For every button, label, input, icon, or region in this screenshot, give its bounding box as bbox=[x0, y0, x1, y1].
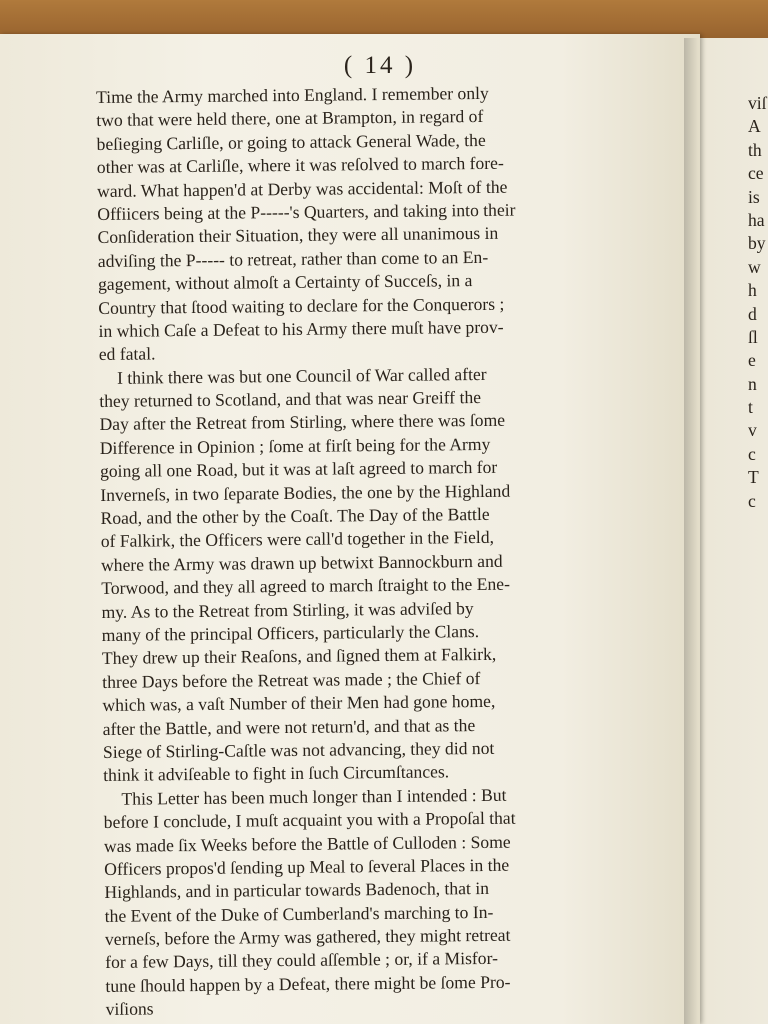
facing-page-fragment: c bbox=[748, 490, 756, 511]
text-line: Siege of Stirling-Caſtle was not advancing, they did not bbox=[102, 737, 495, 762]
text-line: Highlands, and in particular towards Badenoch, that in bbox=[104, 878, 490, 903]
text-line: think it adviſeable to fight in ſuch Circumſtances. bbox=[103, 761, 450, 786]
facing-page-fragment: T bbox=[748, 467, 759, 488]
text-line: Road, and the other by the Coaſt. The Day of the Battle bbox=[100, 503, 490, 529]
text-line: Time the Army marched into England. I remember only bbox=[96, 82, 489, 107]
text-line: Difference in Opinion ; ſome at firſt being for the Army bbox=[99, 433, 491, 458]
facing-page-fragment: viſ bbox=[748, 93, 767, 113]
text-line: Officers propos'd ſending up Meal to ſeveral Places in the bbox=[104, 854, 510, 879]
facing-page-fragment: ſl bbox=[748, 326, 758, 347]
facing-page-fragment: by bbox=[748, 233, 766, 254]
facing-page-fragment: e bbox=[748, 350, 756, 371]
facing-page-fragment: ha bbox=[748, 209, 765, 230]
text-line: was made ſix Weeks before the Battle of Culloden : Some bbox=[103, 831, 511, 856]
text-line: Country that ſtood waiting to declare for the Conquerors ; bbox=[98, 293, 505, 318]
facing-page-fragment: is bbox=[748, 186, 760, 207]
text-line: Day after the Retreat from Stirling, where there was ſome bbox=[99, 410, 506, 435]
text-line: ward. What happen'd at Derby was accidental: Moſt of the bbox=[96, 176, 508, 201]
text-line: beſieging Carliſle, or going to attack General Wade, the bbox=[96, 129, 486, 154]
text-line: after the Battle, and were not return'd, and that as the bbox=[102, 714, 476, 739]
facing-page-fragment: c bbox=[748, 443, 756, 464]
text-line: Inverneſs, in two ſeparate Bodies, the one by the Highland bbox=[100, 480, 511, 505]
text-line: which was, a vaſt Number of their Men had gone home, bbox=[102, 691, 496, 716]
facing-page-text-fragments bbox=[748, 92, 768, 513]
text-line: they returned to Scotland, and that was near Greiff the bbox=[99, 387, 482, 412]
text-line: I think there was but one Council of War called after bbox=[116, 363, 487, 388]
facing-page-fragment: v bbox=[748, 420, 757, 441]
facing-page-fragment: h bbox=[748, 280, 757, 301]
facing-page-fragment: n bbox=[748, 373, 757, 394]
text-line: of Falkirk, the Officers were call'd together in the Field, bbox=[100, 527, 495, 552]
facing-page-fragment: d bbox=[748, 303, 757, 324]
text-line: They drew up their Reaſons, and ſigned them at Falkirk, bbox=[101, 644, 497, 669]
text-line: the Event of the Duke of Cumberland's marching to In- bbox=[104, 901, 494, 926]
facing-page-fragment: ce bbox=[748, 163, 764, 184]
text-line: three Days before the Retreat was made ; the Chief of bbox=[102, 667, 481, 692]
facing-page-fragment: t bbox=[748, 397, 753, 418]
text-line: two that were held there, one at Brampton, in regard of bbox=[96, 106, 484, 131]
text-line: viſions bbox=[105, 998, 154, 1020]
gutter-shadow bbox=[684, 38, 698, 1024]
facing-page-fragment: th bbox=[748, 139, 762, 160]
text-line: other was at Carliſle, where it was reſolved to march fore- bbox=[96, 152, 504, 178]
page-number: ( 14 ) bbox=[343, 52, 417, 79]
text-line: Torwood, and they all agreed to march ſtraight to the Ene- bbox=[101, 573, 511, 599]
text-line: ed fatal. bbox=[98, 343, 156, 365]
text-line: going all one Road, but it was at laſt agreed to march for bbox=[99, 457, 498, 482]
text-line: This Letter has been much longer than I intended : But bbox=[121, 784, 507, 809]
text-line: in which Caſe a Defeat to his Army there muſt have prov- bbox=[98, 316, 504, 341]
text-line: Conſideration their Situation, they were all unanimous in bbox=[97, 223, 499, 248]
text-line: tune ſhould happen by a Defeat, there might be ſome Pro- bbox=[105, 971, 511, 996]
text-line: many of the principal Officers, particularly the Clans. bbox=[101, 621, 480, 645]
text-line: my. As to the Retreat from Stirling, it was adviſed by bbox=[101, 597, 474, 622]
text-line: adviſing the P----- to retreat, rather than come to an En- bbox=[97, 246, 489, 271]
facing-page-fragment: A bbox=[748, 116, 761, 137]
text-line: gagement, without almoſt a Certainty of Succeſs, in a bbox=[97, 270, 473, 295]
text-line: Offiicers being at the P-----'s Quarters, and taking into their bbox=[97, 199, 516, 224]
text-line: before I conclude, I muſt acquaint you with a Propoſal that bbox=[103, 807, 516, 833]
text-line: where the Army was drawn up betwixt Bannockburn and bbox=[100, 550, 503, 575]
page-body-text bbox=[96, 80, 646, 1021]
facing-page-fragment: w bbox=[748, 256, 761, 277]
text-line: for a few Days, till they could aſſemble ; or, if a Misfor- bbox=[105, 948, 498, 973]
text-line: verneſs, before the Army was gathered, they might retreat bbox=[104, 924, 511, 950]
